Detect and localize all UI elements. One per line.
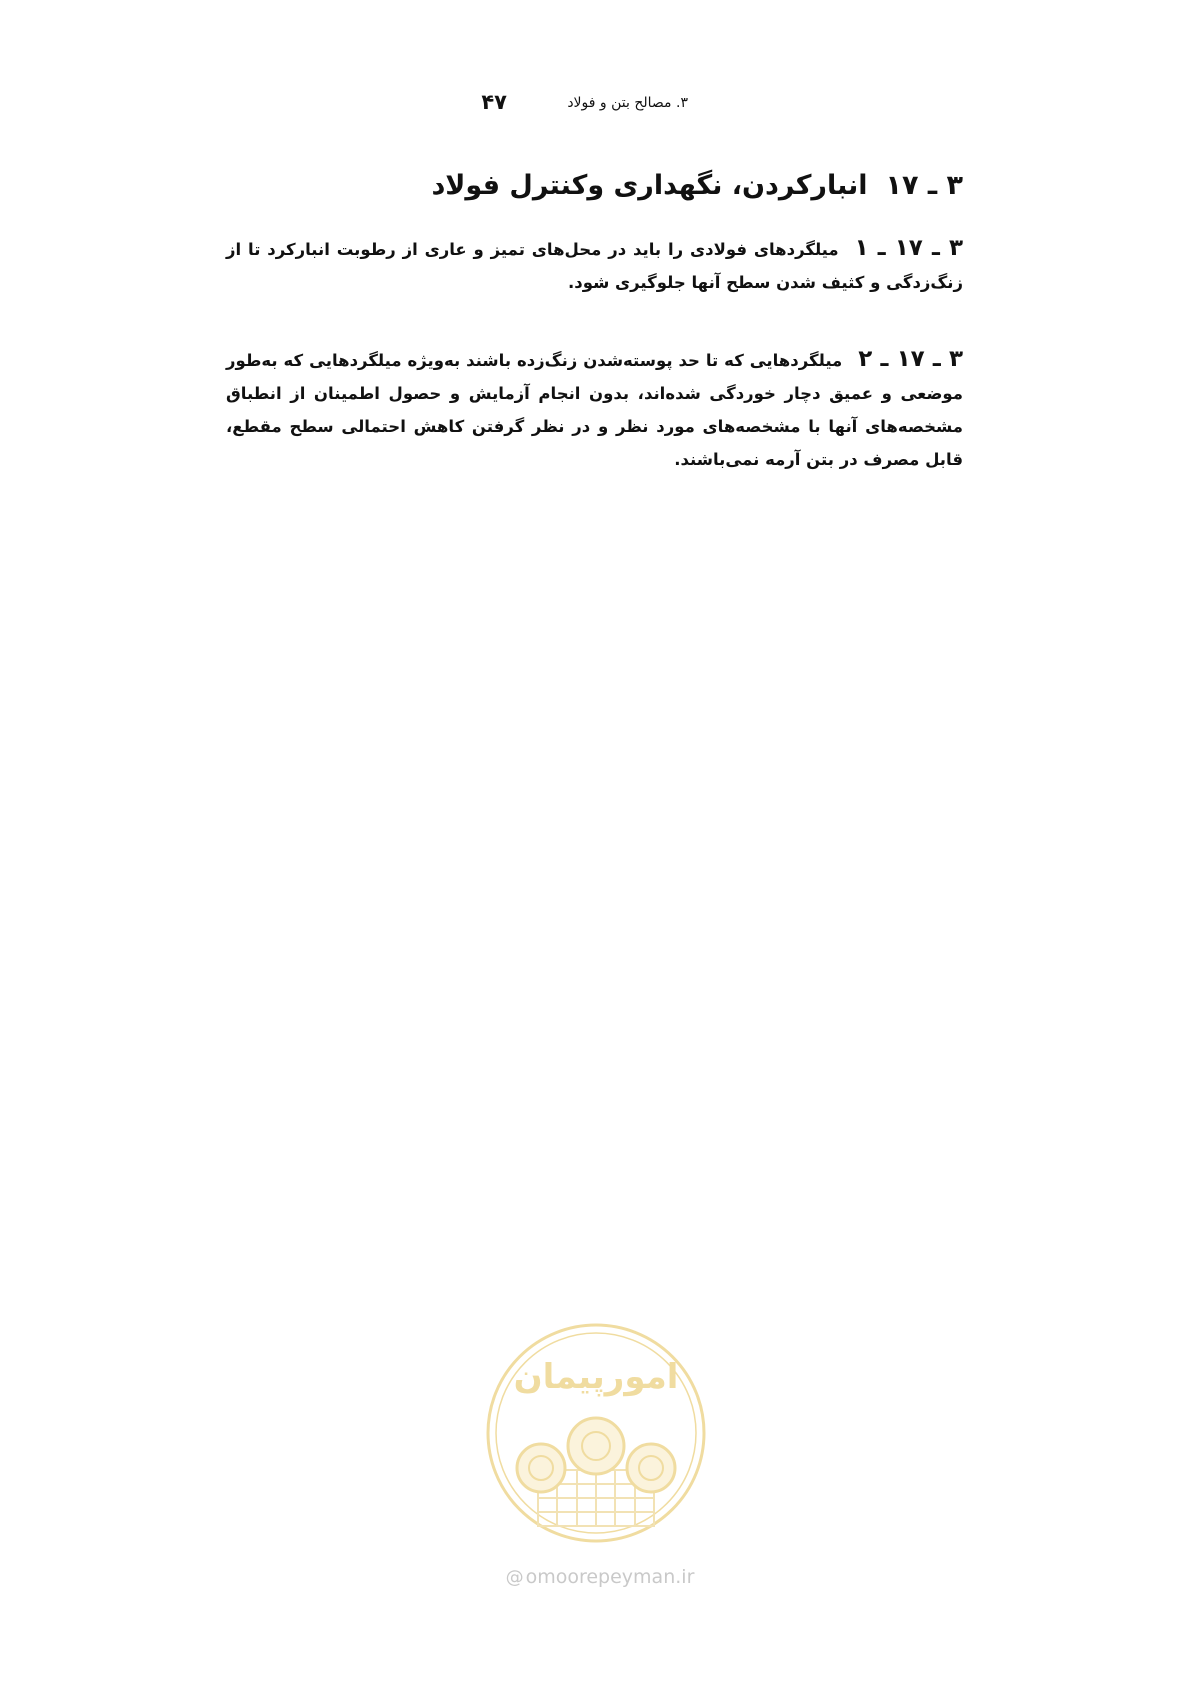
watermark-site-text: omoorepeyman.ir <box>525 1566 695 1588</box>
watermark-logo-text: امورپیمان <box>513 1357 679 1397</box>
running-header <box>240 92 940 118</box>
clause-number: ۳ ـ ۱۷ ـ ۱ <box>854 235 963 261</box>
watermark-site <box>490 1566 710 1588</box>
chapter-title: ۳. مصالح بتن و فولاد <box>567 95 688 111</box>
clause-paragraph <box>226 343 963 476</box>
page-number: ۴۷ <box>481 90 507 114</box>
clause-text: میلگردهای فولادی را باید در محل‌های تمیز و عاری از رطوبت انبارکرد تا از زنگ‌زدگی و کثیف شدن سطح آنها جلوگیری شود. <box>226 240 963 292</box>
watermark-logo-icon <box>483 1320 709 1546</box>
section-heading <box>431 170 963 201</box>
at-symbol: @ <box>505 1567 524 1588</box>
section-number: ۳ ـ ۱۷ <box>885 170 963 201</box>
clause-paragraph <box>226 232 963 299</box>
section-title-text: انبارکردن، نگهداری وکنترل فولاد <box>431 170 868 201</box>
clause-number: ۳ ـ ۱۷ ـ ۲ <box>858 346 963 372</box>
clause-text: میلگردهایی که تا حد پوسته‌شدن زنگ‌زده باشند به‌ویژه میلگردهایی که به‌طور موضعی و عمیق دچار خوردگی شده‌اند، بدون انجام آزمایش و حصول اطمینان از انطباق مشخصه‌های آنها با مشخصه‌های مورد نظر و در نظر گرفتن کاهش احتمالی سطح مقطع، قابل مصرف در بتن آرمه نمی‌باشند. <box>226 351 963 469</box>
